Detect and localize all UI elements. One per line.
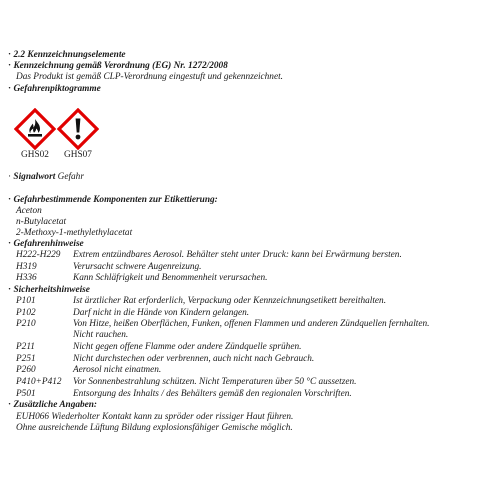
hazard-text: Kann Schläfrigkeit und Benommenheit verursachen. xyxy=(73,273,268,283)
hazard-heading: · Gefahrenhinweise xyxy=(8,239,84,250)
precaution-text: Nicht durchstechen oder verbrennen, auch nicht nach Gebrauch. xyxy=(73,354,315,364)
signal-word-row xyxy=(8,172,84,183)
precaution-text: Von Hitze, heißen Oberflächen, Funken, offenen Flammen und anderen Zündquellen fernhalten. xyxy=(73,319,430,329)
component-item: n-Butylacetat xyxy=(16,217,67,227)
hazard-text: Extrem entzündbares Aerosol. Behälter steht unter Druck: kann bei Erwärmung bersten. xyxy=(73,250,402,260)
exclamation-icon xyxy=(57,108,99,150)
hazard-code: H222-H229 xyxy=(16,250,61,260)
precaution-text-continued: Nicht rauchen. xyxy=(73,330,129,340)
pictogram-caption-ghs02: GHS02 xyxy=(21,150,49,160)
precaution-code: P251 xyxy=(16,354,36,364)
components-heading: · Gefahrbestimmende Komponenten zur Etikettierung: xyxy=(8,195,218,206)
precaution-code: P260 xyxy=(16,365,36,375)
hazard-code: H336 xyxy=(16,273,37,283)
regulation-note: Das Produkt ist gemäß CLP-Verordnung eingestuft und gekennzeichnet. xyxy=(16,72,283,82)
regulation-heading: · Kennzeichnung gemäß Verordnung (EG) Nr. 1272/2008 xyxy=(8,61,228,72)
signal-word-label: Signalwort xyxy=(13,172,56,182)
hazard-text: Verursacht schwere Augenreizung. xyxy=(73,262,202,272)
precaution-code: P410+P412 xyxy=(16,377,62,387)
signal-word-value: Gefahr xyxy=(57,172,84,182)
pictograms-heading: · Gefahrenpiktogramme xyxy=(8,84,101,95)
precaution-code: P101 xyxy=(16,296,36,306)
component-item: 2-Methoxy-1-methylethylacetat xyxy=(16,228,133,238)
pictogram-caption-ghs07: GHS07 xyxy=(64,150,92,160)
additional-line: Ohne ausreichende Lüftung Bildung explosionsfähiger Gemische möglich. xyxy=(16,423,293,433)
component-item: Aceton xyxy=(16,206,42,216)
flame-icon xyxy=(14,108,56,150)
precaution-text: Vor Sonnenbestrahlung schützen. Nicht Temperaturen über 50 °C aussetzen. xyxy=(73,377,357,387)
precaution-heading: · Sicherheitshinweise xyxy=(8,285,90,296)
additional-line: EUH066 Wiederholter Kontakt kann zu spröder oder rissiger Haut führen. xyxy=(16,412,294,422)
precaution-text: Aerosol nicht einatmen. xyxy=(73,365,162,375)
precaution-code: P210 xyxy=(16,319,36,329)
precaution-text: Nicht gegen offene Flamme oder andere Zündquelle sprühen. xyxy=(73,342,302,352)
precaution-code: P102 xyxy=(16,308,36,318)
precaution-code: P211 xyxy=(16,342,35,352)
precaution-text: Entsorgung des Inhalts / des Behälters gemäß den regionalen Vorschriften. xyxy=(73,389,352,399)
precaution-code: P501 xyxy=(16,389,36,399)
hazard-code: H319 xyxy=(16,262,37,272)
additional-heading: · Zusätzliche Angaben: xyxy=(8,400,97,411)
precaution-text: Ist ärztlicher Rat erforderlich, Verpackung oder Kennzeichnungsetikett bereithalten. xyxy=(73,296,387,306)
section-heading: · 2.2 Kennzeichnungselemente xyxy=(8,50,126,61)
precaution-text: Darf nicht in die Hände von Kindern gelangen. xyxy=(73,308,250,318)
